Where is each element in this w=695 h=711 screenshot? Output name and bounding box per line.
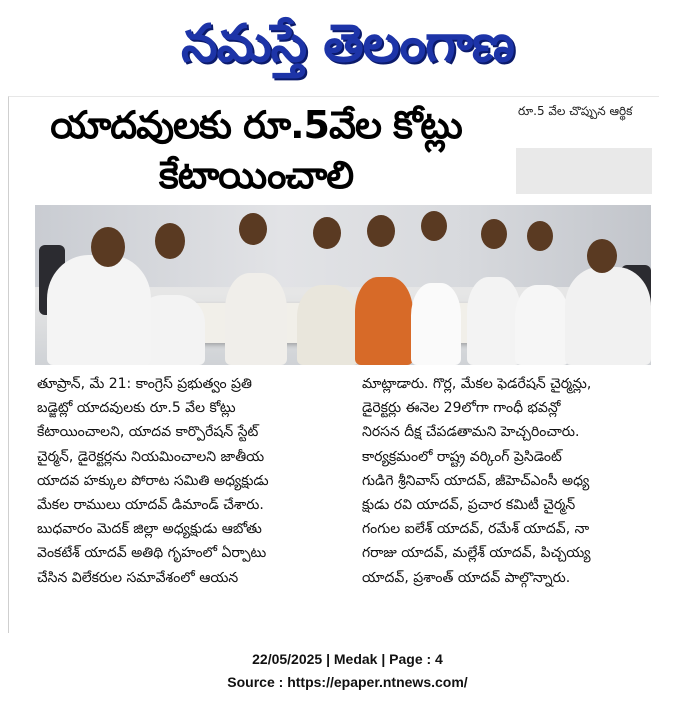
photo-head <box>481 219 507 249</box>
headline-line-2: కేటాయించాలి <box>158 153 354 197</box>
photo-person <box>47 255 151 365</box>
photo-person <box>565 267 651 365</box>
article-column-1: తూప్రాన్, మే 21: కాంగ్రెస్ ప్రభుత్వం ప్రతి బడ్జెట్లో యాదవులకు రూ.5 వేల కోట్లు కేటాయించాలని, యాదవ కార్పొరేషన్ స్టేట్ చైర్మన్, డైరెక్టర్లను నియమించాలని జాతీయ యాదవ హక్కుల పోరాట సమితి అధ్యక్షుడు మేకల రాములు యాదవ్ డిమాండ్ చేశారు. బుధవారం మెదక్ జిల్లా అధ్యక్షుడు ఆబోతు వెంకటేశ్ యాదవ్ అతిథి గృహంలో ఏర్పాటు చేసిన విలేకరుల సమావేశంలో ఆయన <box>37 376 269 586</box>
photo-head <box>155 223 185 259</box>
article-photo <box>35 205 651 365</box>
footer-source: Source : https://epaper.ntnews.com/ <box>227 674 468 690</box>
photo-head <box>527 221 553 251</box>
article-column-2: మాట్లాడారు. గొర్ల, మేకల ఫెడరేషన్ చైర్మన్లు, డైరెక్టర్లు ఈనెల 29లోగా గాంధీ భవన్లో నిరసన దీక్ష చేపడతామని హెచ్చరించారు. కార్యక్రమంలో రాష్ట్ర వర్కింగ్ ప్రెసిడెంట్ గుడిగె శ్రీనివాస్ యాదవ్, జీహెచ్ఎంసీ అధ్య క్షుడు రవి యాదవ్, ప్రచార కమిటీ చైర్మన్ గంగుల ఐలేశ్ యాదవ్, రమేశ్ యాదవ్, నా గరాజు యాదవ్, మల్లేశ్ యాదవ్, పిచ్చయ్య యాదవ్, ప్రశాంత్ యాదవ్ పాల్గొన్నారు. <box>362 376 592 586</box>
photo-head <box>421 211 447 241</box>
article-headline <box>12 100 500 200</box>
photo-person <box>355 277 413 365</box>
photo-head <box>367 215 395 247</box>
side-kicker-box <box>516 148 652 194</box>
photo-head <box>91 227 125 267</box>
photo-person <box>467 277 521 365</box>
newspaper-masthead: నమస్తే తెలంగాణ <box>181 14 514 74</box>
photo-person <box>225 273 287 365</box>
photo-head <box>313 217 341 249</box>
photo-person <box>515 285 569 365</box>
side-kicker-text: రూ.5 వేల చొప్పున ఆర్థిక <box>518 104 633 118</box>
photo-head <box>239 213 267 245</box>
photo-person <box>411 283 461 365</box>
headline-line-1: యాదవులకు రూ.5వేల కోట్లు <box>50 103 462 147</box>
footer-date-page: 22/05/2025 | Medak | Page : 4 <box>252 651 443 667</box>
photo-person <box>297 285 359 365</box>
photo-head <box>587 239 617 273</box>
